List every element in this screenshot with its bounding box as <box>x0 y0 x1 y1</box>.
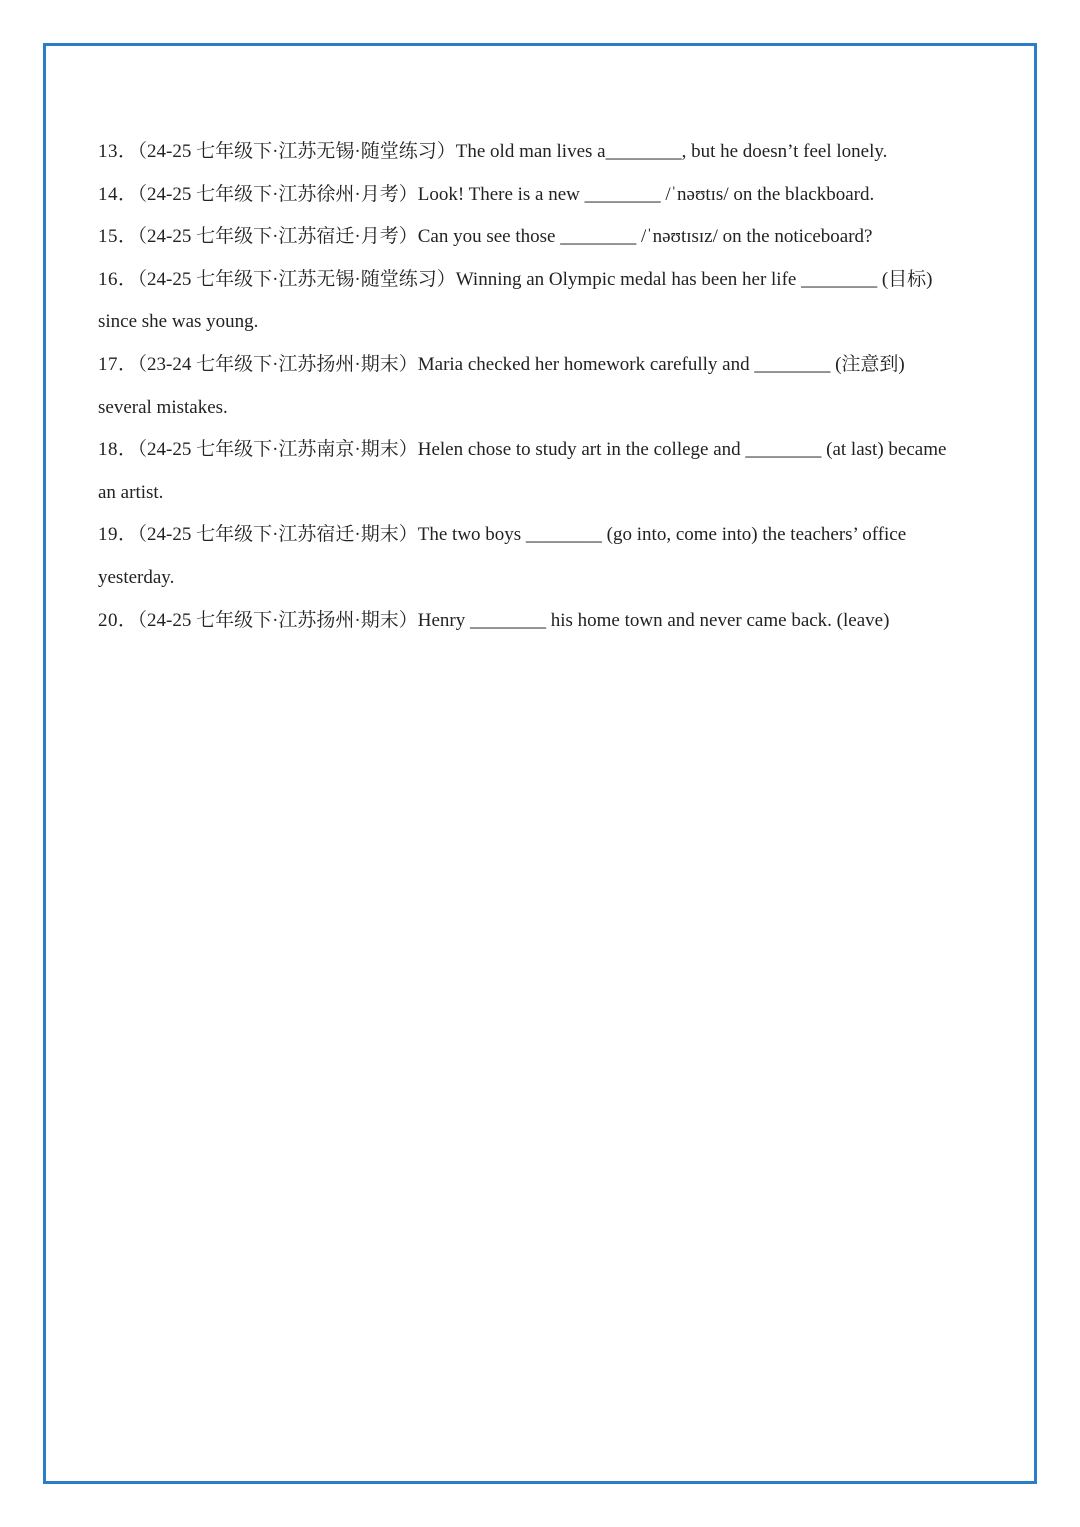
question-text: The old man lives a________, but he doesn’t feel lonely. <box>455 141 888 162</box>
question-source: （24-25 七年级下·江苏南京·期末） <box>137 439 418 461</box>
question-line <box>98 344 988 387</box>
question-text: Helen chose to study art in the college and ________ (at last) became <box>417 439 947 461</box>
question-19 <box>98 514 988 599</box>
question-number: 20． <box>98 609 138 631</box>
question-line <box>98 600 988 643</box>
question-15 <box>98 216 988 259</box>
question-line <box>98 259 988 302</box>
question-source: （24-25 七年级下·江苏宿迁·期末） <box>137 524 418 546</box>
question-line <box>98 131 988 174</box>
question-number: 17． <box>98 353 138 375</box>
question-continuation: several mistakes. <box>98 396 228 418</box>
question-line <box>98 216 988 259</box>
question-continuation: yesterday. <box>98 566 175 588</box>
question-number: 13． <box>98 141 138 162</box>
question-number: 15． <box>98 226 138 248</box>
question-number: 16． <box>98 268 138 290</box>
question-source: （23-24 七年级下·江苏扬州·期末） <box>137 353 418 375</box>
question-number: 19． <box>98 524 138 546</box>
question-text: Winning an Olympic medal has been her life ________ (目标) <box>455 268 933 290</box>
question-20 <box>98 600 988 643</box>
question-number: 18． <box>98 439 138 461</box>
question-source: （24-25 七年级下·江苏扬州·期末） <box>137 609 418 631</box>
question-continuation: since she was young. <box>98 311 259 333</box>
question-source: （24-25 七年级下·江苏无锡·随堂练习） <box>137 141 456 162</box>
question-17 <box>98 344 988 429</box>
question-18 <box>98 429 988 514</box>
question-13 <box>98 131 988 174</box>
question-16 <box>98 259 988 344</box>
question-14 <box>98 174 988 217</box>
question-source: （24-25 七年级下·江苏宿迁·月考） <box>137 226 418 248</box>
question-source: （24-25 七年级下·江苏徐州·月考） <box>137 183 418 205</box>
question-text: The two boys ________ (go into, come into) the teachers’ office <box>417 524 907 546</box>
question-line <box>98 514 988 557</box>
question-line <box>98 429 988 472</box>
question-list <box>98 131 988 642</box>
question-text: Look! There is a new ________ /ˈnəʊtɪs/ on the blackboard. <box>417 183 875 205</box>
question-number: 14． <box>98 183 138 205</box>
question-continuation: an artist. <box>98 481 164 503</box>
question-text: Maria checked her homework carefully and ________ (注意到) <box>417 353 905 375</box>
question-source: （24-25 七年级下·江苏无锡·随堂练习） <box>137 268 456 290</box>
question-text: Henry ________ his home town and never came back. (leave) <box>417 609 890 631</box>
question-line <box>98 174 988 217</box>
question-text: Can you see those ________ /ˈnəʊtɪsɪz/ on the noticeboard? <box>417 226 873 248</box>
